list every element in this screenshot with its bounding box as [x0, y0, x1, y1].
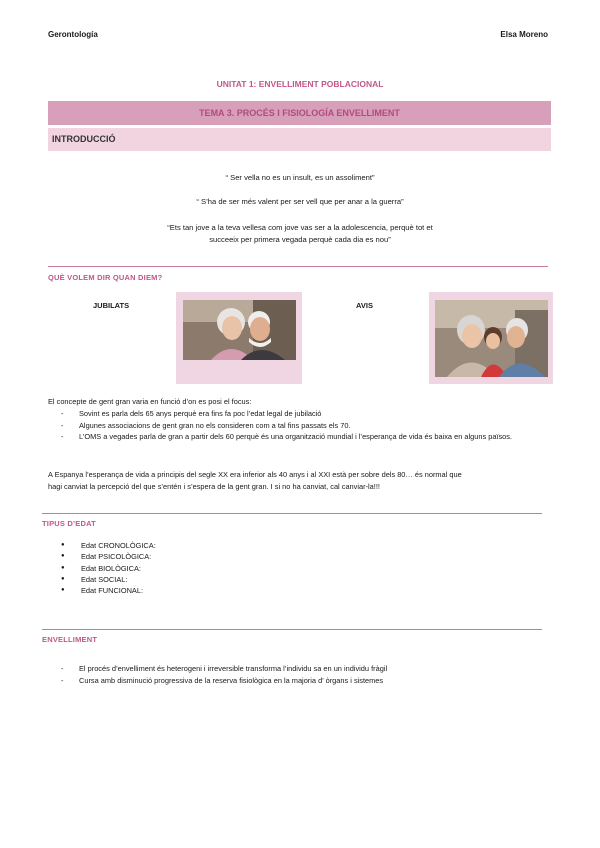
photo-frame-avis [429, 292, 553, 384]
header-course: Gerontología [48, 30, 98, 39]
list-item: ● Edat PSICOLÒGICA: [61, 551, 361, 562]
topic-title: TEMA 3. PROCÉS I FISIOLOGÍA ENVELLIMENT [199, 108, 400, 118]
age-types-list [61, 540, 361, 596]
list-item: - L’OMS a vegades parla de gran a partir dels 60 perquè és una organització mundial i l’esperança de vida és baixa en alguns països. [61, 431, 551, 443]
section-divider [42, 629, 542, 630]
list-item: - El procés d’envelliment és heterogeni i irreversible transforma l’individu sa en un individu fràgil [61, 663, 551, 675]
quote-3-line1: “Ets tan jove a la teva vellesa com jove vas ser a la adolescencia, perquè tot et [167, 223, 433, 232]
list-item: - Sovint es parla dels 65 anys perquè era fins fa poc l’edat legal de jubilació [61, 408, 551, 420]
label-jubilats: JUBILATS [93, 301, 130, 310]
paragraph-line-2: hagi canviat la percepció del que s’entén i s’espera de la gent gran. I si no ha canviat, cal canviar-la!!! [48, 482, 380, 491]
list-item: ● Edat SOCIAL: [61, 574, 361, 585]
quote-3-line2: succeeix per primera vegada perquè cada dia es nou” [209, 235, 391, 244]
intro-title: INTRODUCCIÓ [52, 134, 116, 144]
list-item: ● Edat BIOLÒGICA: [61, 563, 361, 574]
list-item: - Cursa amb disminució progressiva de la reserva fisiològica en la majoria d’ òrgans i sistemes [61, 675, 551, 687]
list-item: ● Edat CRONOLÒGICA: [61, 540, 361, 551]
concept-list [61, 408, 551, 443]
unit-title: UNITAT 1: ENVELLIMENT POBLACIONAL [216, 79, 384, 89]
envelliment-list [61, 663, 551, 686]
section-title-tipus-edat: TIPUS D’EDAT [42, 519, 96, 528]
section-title-envelliment: ENVELLIMENT [42, 635, 98, 644]
quote-1: “ Ser vella no es un insult, es un assoliment” [225, 173, 375, 182]
photo-frame-jubilats [176, 292, 302, 384]
concept-intro: El concepte de gent gran varia en funció d’on es posi el focus: [48, 397, 252, 406]
list-item: ● Edat FUNCIONAL: [61, 585, 361, 596]
section-divider [42, 513, 542, 514]
section-divider [48, 266, 548, 267]
list-item: - Algunes associacions de gent gran no els consideren com a tal fins passats els 70. [61, 420, 551, 432]
photo-elderly-couple [183, 300, 296, 360]
quote-2: “ S’ha de ser més valent per ser vell que per anar a la guerra” [196, 197, 404, 206]
intro-banner [48, 128, 551, 151]
photo-grandparents-grandchild [435, 300, 548, 377]
topic-banner [48, 101, 551, 125]
header-author: Elsa Moreno [500, 30, 548, 39]
paragraph-line-1: A Espanya l’esperança de vida a principis del segle XX era inferior als 40 anys i al XXI està per sobre dels 80… és normal que [48, 470, 462, 479]
label-avis: AVIS [356, 301, 373, 310]
section-title-quan-diem: QUÈ VOLEM DIR QUAN DIEM? [48, 273, 163, 282]
